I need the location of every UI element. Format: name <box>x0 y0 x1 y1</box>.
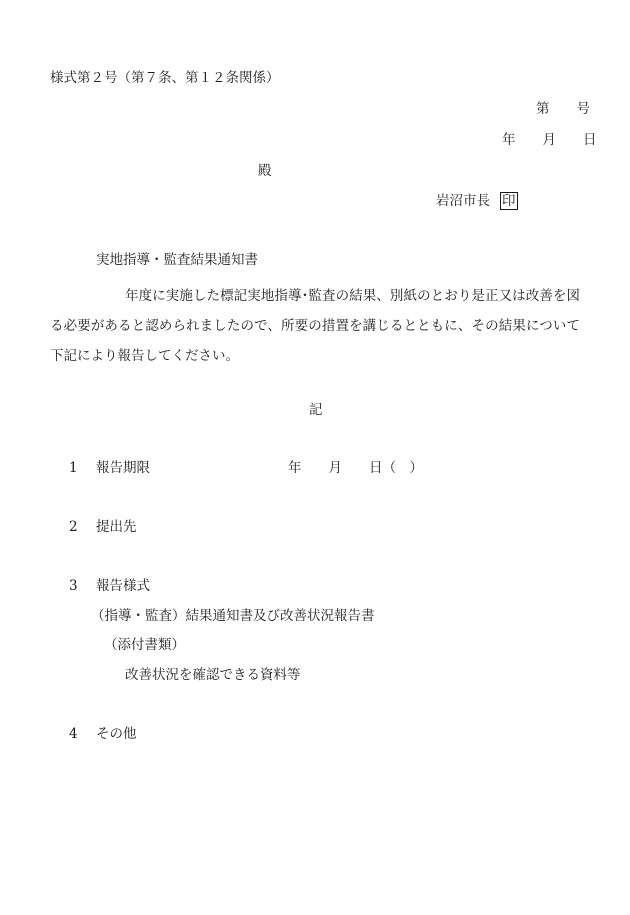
item-label-report-deadline: 報告期限 <box>96 460 150 476</box>
item-sub-attachments-label: （添付書類） <box>104 637 185 653</box>
document-number: 第 号 <box>536 101 590 117</box>
item-number-2: 2 <box>69 519 78 535</box>
item-number-3: 3 <box>69 578 78 594</box>
item-label-report-format: 報告様式 <box>96 578 150 594</box>
document-body: 年度に実施した標記実地指導･監査の結果、別紙のとおり是正又は改善を図る必要があると認められましたので、所要の措置を講じるとともに、その結果について下記により報告してください。 <box>50 288 580 364</box>
issuer-name: 岩沼市長 <box>436 193 490 209</box>
ki-heading: 記 <box>309 402 323 418</box>
issuer-line <box>436 192 518 210</box>
item-label-submission-destination: 提出先 <box>96 519 137 535</box>
item-value-report-deadline: 年 月 日（ ） <box>288 460 423 476</box>
document-date: 年 月 日 <box>502 132 597 148</box>
item-label-other: その他 <box>96 726 137 742</box>
addressee-suffix: 殿 <box>258 163 272 179</box>
item-sub-attachments-detail: 改善状況を確認できる資料等 <box>125 667 301 683</box>
item-sub-report-form: （指導・監査）結果通知書及び改善状況報告書 <box>91 608 375 624</box>
item-number-4: 4 <box>69 726 78 742</box>
seal-stamp: 印 <box>502 193 516 209</box>
item-number-1: 1 <box>69 460 78 476</box>
document-title: 実地指導・監査結果通知書 <box>96 252 258 268</box>
form-label: 様式第２号（第７条、第１２条関係） <box>50 70 280 86</box>
